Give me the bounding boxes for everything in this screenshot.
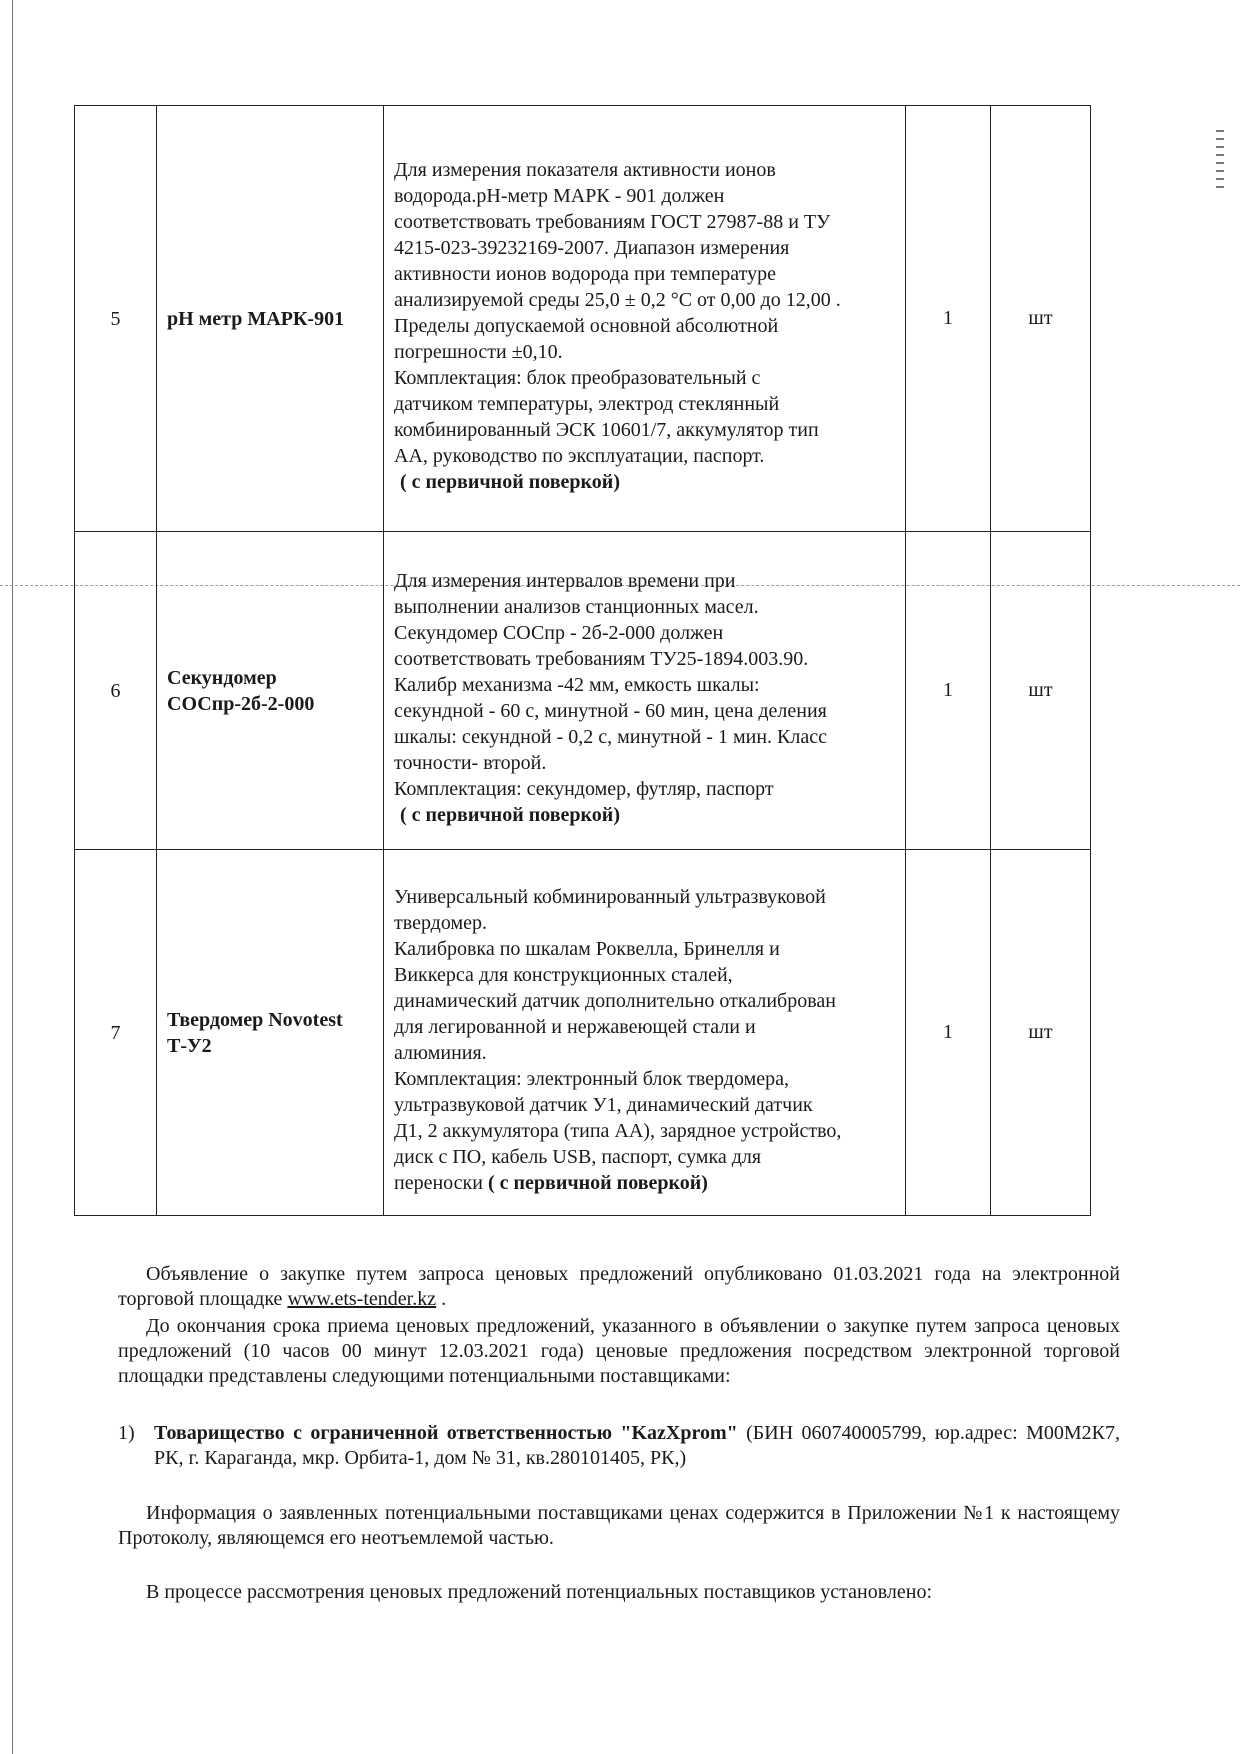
item-quantity: 1 (906, 850, 991, 1216)
desc-line: динамический датчик дополнительно откалиброван (394, 989, 836, 1012)
desc-line: Комплектация: блок преобразовательный с (394, 366, 761, 389)
desc-line: Универсальный кобминированный ультразвуковой (394, 885, 826, 908)
verification-note: ( с первичной поверкой) (400, 470, 620, 493)
verification-note: ( с первичной поверкой) (400, 803, 620, 826)
table-row (75, 106, 1091, 532)
table-row (75, 532, 1091, 850)
scan-margin-marks (1216, 130, 1230, 194)
items-table (74, 105, 1091, 1216)
desc-line: шкалы: секундной - 0,2 с, минутной - 1 мин. Класс (394, 725, 827, 748)
item-name (157, 850, 384, 1216)
desc-line: алюминия. (394, 1041, 487, 1064)
desc-line: соответствовать требованиям ГОСТ 27987-88 и ТУ (394, 210, 831, 233)
item-unit: шт (991, 850, 1091, 1216)
deadline-paragraph (118, 1314, 1120, 1389)
list-marker: 1) (118, 1422, 135, 1444)
item-quantity: 1 (906, 532, 991, 850)
desc-line: ультразвуковой датчик У1, динамический датчик (394, 1093, 813, 1116)
desc-line: Комплектация: секундомер, футляр, паспорт (394, 777, 774, 800)
review-paragraph (118, 1580, 1120, 1605)
desc-line: секундной - 60 с, минутной - 60 мин, цена деления (394, 699, 827, 722)
desc-line-last (394, 1170, 895, 1196)
item-name-line: Т-У2 (167, 1034, 212, 1057)
item-name (157, 532, 384, 850)
review-text: В процессе рассмотрения ценовых предложений потенциальных поставщиков установлено: (146, 1581, 932, 1603)
price-info-text: Информация о заявленных потенциальными поставщиками ценах содержится в Приложении №1 к настоящему Протоколу, являющемся его неотъемлемой частью. (118, 1502, 1120, 1549)
desc-line: анализируемой среды 25,0 ± 0,2 °С от 0,00 до 12,00 . (394, 288, 841, 311)
desc-line: Виккерса для конструкционных сталей, (394, 963, 733, 986)
desc-line: активности ионов водорода при температуре (394, 262, 776, 285)
item-description (384, 106, 906, 532)
desc-line: Для измерения интервалов времени при (394, 569, 736, 592)
desc-line: водорода.pH-метр МАРК - 901 должен (394, 184, 725, 207)
desc-line: Комплектация: электронный блок твердомера, (394, 1067, 789, 1090)
row-number: 6 (75, 532, 157, 850)
desc-last-prefix: переноски (394, 1171, 483, 1194)
item-name-line: Твердомер Novotest (167, 1008, 343, 1031)
item-name: pH метр МАРК-901 (157, 106, 384, 532)
deadline-text: До окончания срока приема ценовых предложений, указанного в объявлении о закупке путем запроса ценовых предложений (10 часов 00 минут 12.03.2021 года) ценовые предложения посредством электронной торговой площадки представлены следующими потенциальными поставщиками: (118, 1315, 1120, 1387)
item-unit: шт (991, 106, 1091, 532)
scan-edge-line (12, 0, 13, 1754)
desc-line: для легированной и нержавеющей стали и (394, 1015, 756, 1038)
desc-line: комбинированный ЭСК 10601/7, аккумулятор тип (394, 418, 819, 441)
table-row (75, 850, 1091, 1216)
supplier-name: Товарищество с ограниченной ответственностью "KazXprom" (154, 1422, 738, 1444)
verification-note: ( с первичной поверкой) (487, 1171, 708, 1194)
announcement-text: Объявление о закупке путем запроса ценовых предложений опубликовано 01.03.2021 года на электронной торговой площадке (118, 1263, 1120, 1310)
item-name-line: СОСпр-2б-2-000 (167, 692, 315, 715)
desc-line: Калибровка по шкалам Роквелла, Бринелля и (394, 937, 780, 960)
desc-line: Калибр механизма -42 мм, емкость шкалы: (394, 673, 760, 696)
announcement-text-end: . (436, 1288, 447, 1310)
item-name-line: Секундомер (167, 666, 277, 689)
desc-line: диск с ПО, кабель USB, паспорт, сумка для (394, 1145, 762, 1168)
desc-line: погрешности ±0,10. (394, 340, 563, 363)
desc-line: 4215-023-39232169-2007. Диапазон измерения (394, 236, 790, 259)
desc-line: твердомер. (394, 911, 488, 934)
row-number: 5 (75, 106, 157, 532)
item-unit: шт (991, 532, 1091, 850)
supplier-details: (БИН 060740005799, юр.адрес: М00М2К7, РК, г. Караганда, мкр. Орбита-1, дом № 31, кв.280101405, РК,) (154, 1422, 1120, 1469)
price-info-paragraph (118, 1501, 1120, 1551)
item-description (384, 850, 906, 1216)
desc-line: выполнении анализов станционных масел. (394, 595, 759, 618)
desc-line: Пределы допускаемой основной абсолютной (394, 314, 779, 337)
item-description (384, 532, 906, 850)
desc-line: датчиком температуры, электрод стеклянный (394, 392, 780, 415)
list-item (118, 1421, 1120, 1471)
announcement-paragraph (118, 1262, 1120, 1312)
row-number: 7 (75, 850, 157, 1216)
desc-line: точности- второй. (394, 751, 547, 774)
desc-line: Для измерения показателя активности ионов (394, 158, 776, 181)
desc-line: Д1, 2 аккумулятора (типа АА), зарядное устройство, (394, 1119, 842, 1142)
item-quantity: 1 (906, 106, 991, 532)
desc-line: АА, руководство по эксплуатации, паспорт. (394, 444, 765, 467)
desc-line: Секундомер СОСпр - 2б-2-000 должен (394, 621, 724, 644)
desc-line: соответствовать требованиям ТУ25-1894.003.90. (394, 647, 809, 670)
tender-site-link[interactable]: www.ets-tender.kz (287, 1288, 437, 1310)
supplier-list (118, 1421, 1120, 1471)
